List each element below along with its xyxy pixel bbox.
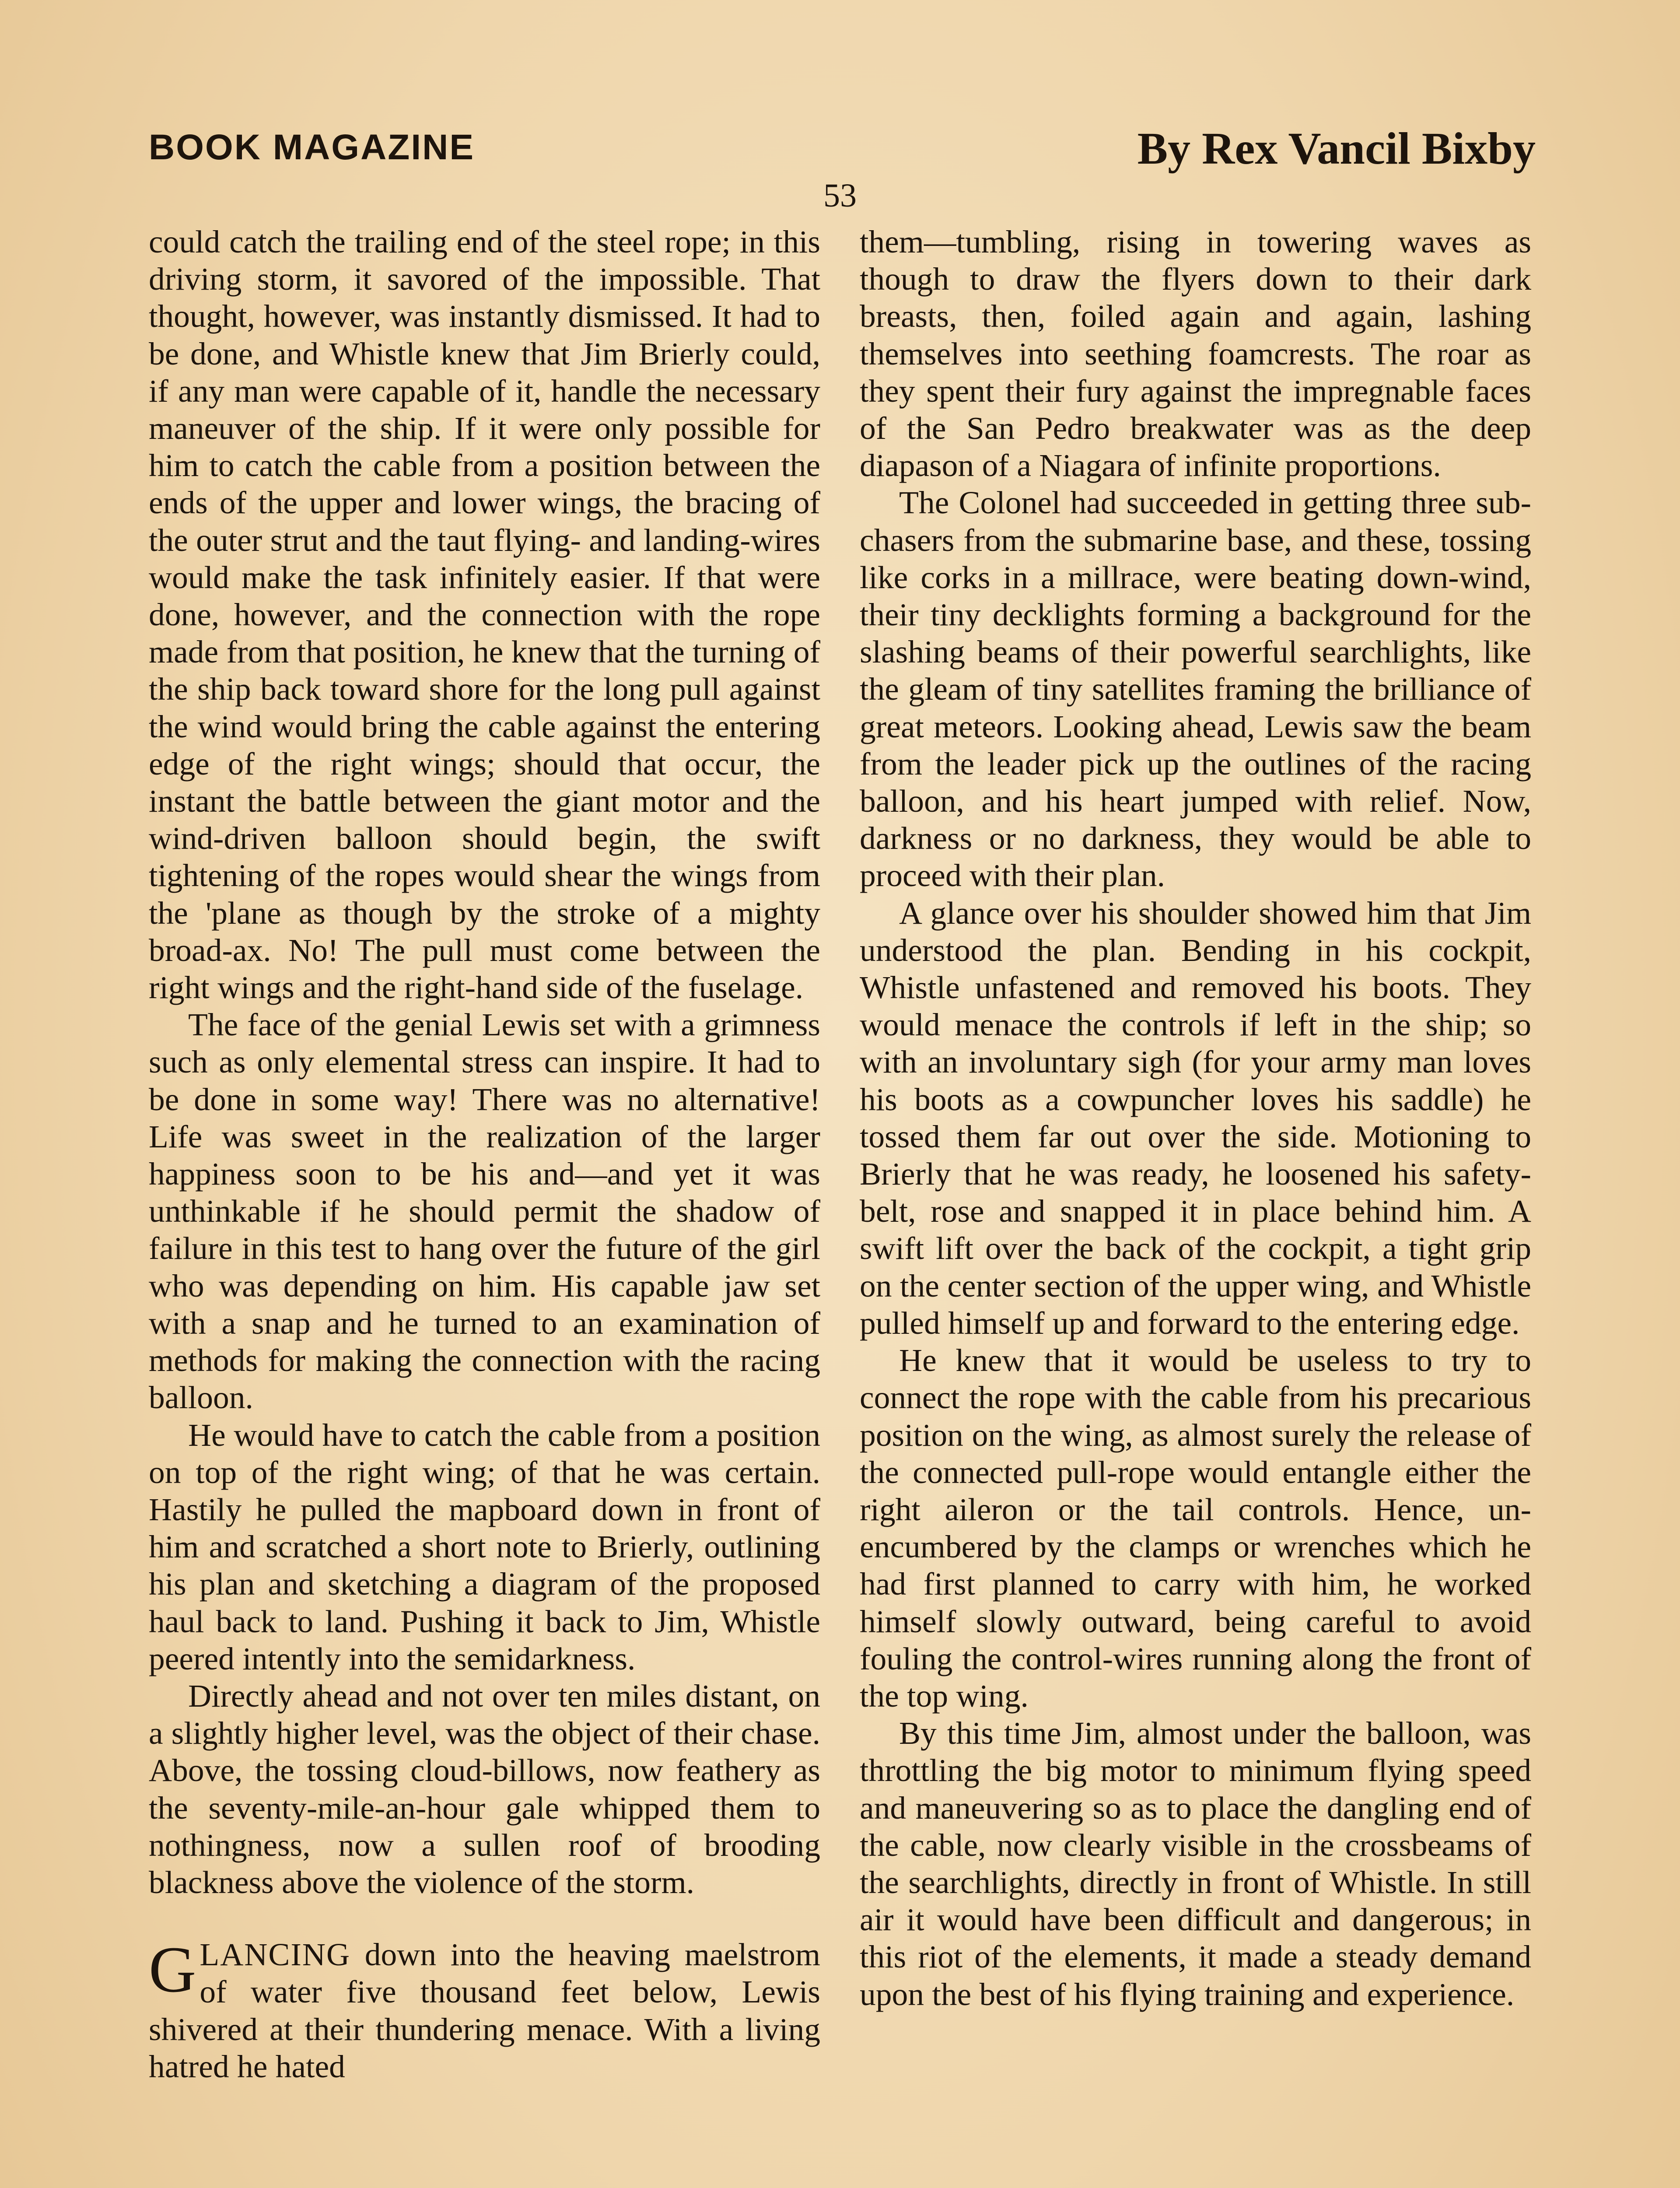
left-column — [149, 223, 820, 2085]
paragraph: The face of the genial Lewis set with a grimness such as only elemental stress can inspire. It had to be done in some way! There was no alternative! Life was sweet in the realization of the larger happiness soon to be his and—and yet it was unthinkable if he should permit the shadow of failure in this test to hang over the future of the girl who was depending on him. His capable jaw set with a snap and he turned to an examination of methods for making the connection with the racing balloon. — [149, 1007, 820, 1416]
author-byline: By Rex Vancil Bixby — [1137, 123, 1536, 174]
paragraph: The Colonel had succeeded in getting three sub-chasers from the submarine base, and these, tossing like corks in a millrace, were beating down-wind, their tiny decklights forming a background for the slashing beams of their powerful searchlights, like the gleam of tiny satellites framing the brilliance of great meteors. Looking ahead, Lewis saw the beam from the leader pick up the outlines of the racing balloon, and his heart jumped with relief. Now, darkness or no darkness, they would be able to proceed with their plan. — [860, 485, 1531, 894]
paragraph: He would have to catch the cable from a position on top of the right wing; of that he was certain. Hastily he pulled the mapboard down in front of him and scratched a short note to Brierly, outlining his plan and sketching a diagram of the proposed haul back to land. Pushing it back to Jim, Whistle peered intently into the semidarkness. — [149, 1417, 820, 1676]
page-number: 53 — [823, 177, 857, 214]
paragraph: By this time Jim, almost under the balloon, was throttling the big motor to minimum flying speed and maneuvering so as to place the dangling end of the cable, now clearly visible in the crossbeams of the searchlights, directly in front of Whistle. In still air it would have been difficult and dangerous; in this riot of the elements, it made a steady demand upon the best of his flying training and experience. — [860, 1715, 1531, 2012]
section-opening-paragraph — [149, 1933, 820, 2085]
right-column — [860, 223, 1531, 2013]
lead-word: LANCING — [200, 1937, 351, 1973]
paragraph: He knew that it would be useless to try to connect the rope with the cable from his precarious position on the wing, as almost surely the release of the connected pull-rope would entangle either the right aileron or the tail controls. Hence, unencumbered by the clamps or wrenches which he had first planned to carry with him, he worked himself slowly outward, being careful to avoid fouling the control-wires running along the front of the top wing. — [860, 1343, 1531, 1714]
magazine-title: BOOK MAGAZINE — [149, 127, 475, 167]
paragraph-text: down into the heaving maelstrom of water five thousand feet below, Lewis shivered at their thundering menace. With a living hatred he hated — [149, 1937, 820, 2084]
drop-cap: G — [149, 1933, 196, 2006]
paragraph: could catch the trailing end of the steel rope; in this driving storm, it savored of the impossible. That thought, however, was instantly dismissed. It had to be done, and Whistle knew that Jim Brierly could, if any man were capable of it, handle the necessary maneuver of the ship. If it were only possible for him to catch the cable from a position between the ends of the upper and lower wings, the bracing of the outer strut and the taut flying- and landing-wires would make the task infinitely easier. If that were done, however, and the connection with the rope made from that position, he knew that the turning of the ship back toward shore for the long pull against the wind would bring the cable against the entering edge of the right wings; should that occur, the instant the battle between the giant motor and the wind-driven balloon should begin, the swift tightening of the ropes would shear the wings from the 'plane as though by the stroke of a mighty broad-ax. No! The pull must come between the right wings and the right-hand side of the fuselage. — [149, 224, 820, 1006]
paragraph: Directly ahead and not over ten miles distant, on a slightly higher level, was the object of their chase. Above, the tossing cloud-billows, now feathery as the seventy-mile-an-hour gale whipped them to nothingness, now a sullen roof of brooding blackness above the violence of the storm. — [149, 1678, 820, 1900]
paragraph: them—tumbling, rising in towering waves as though to draw the flyers down to their dark breasts, then, foiled again and again, lashing themselves into seething foamcrests. The roar as they spent their fury against the impregnable faces of the San Pedro breakwater was as the deep diapason of a Niagara of infinite proportions. — [860, 224, 1531, 484]
paragraph: A glance over his shoulder showed him that Jim understood the plan. Bending in his cockpit, Whistle unfastened and removed his boots. They would menace the controls if left in the ship; so with an involuntary sigh (for your army man loves his boots as a cowpuncher loves his saddle) he tossed them far out over the side. Motioning to Brierly that he was ready, he loosened his safety-belt, rose and snapped it in place behind him. A swift lift over the back of the cockpit, a tight grip on the center section of the upper wing, and Whistle pulled himself up and forward to the entering edge. — [860, 895, 1531, 1341]
